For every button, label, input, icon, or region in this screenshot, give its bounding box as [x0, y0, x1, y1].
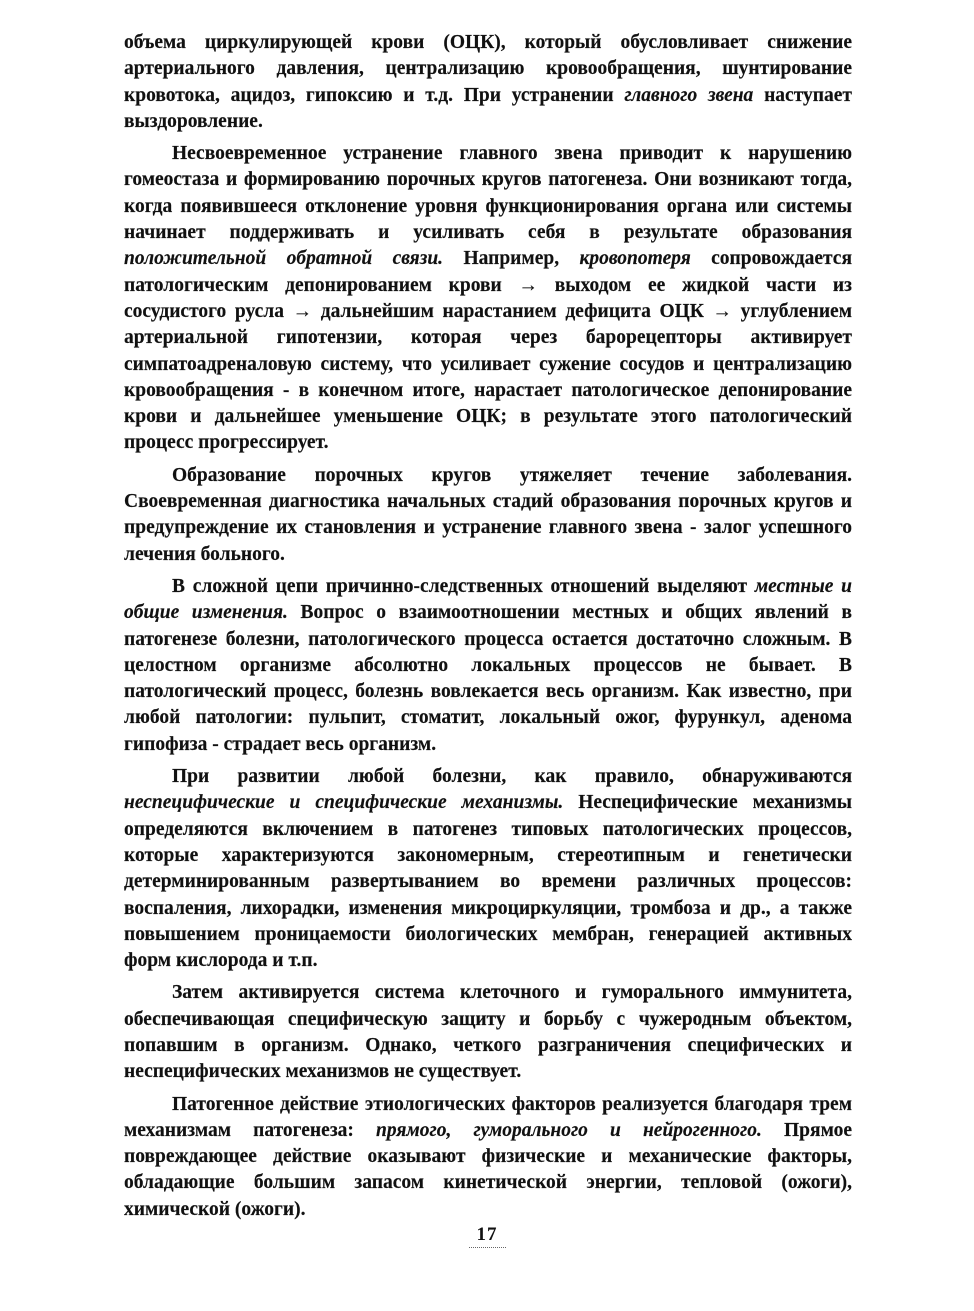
emphasis: местные и общие изменения. [124, 575, 852, 624]
paragraph: Патогенное действие этиологических факторов реализуется благодаря трем механизмам патогенеза: прямого, гуморального и нейрогенного. Прямое повреждающее действие оказывают физические и механические факторы, обладающие большим запасом кинетической энергии, тепловой (ожоги), химической (ожоги). [124, 1093, 853, 1220]
emphasis: главного звена [624, 84, 754, 106]
page-body [124, 30, 852, 1229]
paragraph: В сложной цепи причинно-следственных отношений выделяют местные и общие изменения. Вопрос о взаимоотношении местных и общих явлений в патогенезе болезни, патологического процесса остается достаточно сложным. В целостном организме абсолютно локальных процессов не бывает. В патологический процесс, болезнь вовлекается весь организм. Как известно, при любой патологии: пульпит, стоматит, локальный ожог, фурункул, аденома гипофиза - страдает весь организм. [124, 575, 852, 755]
paragraph: Затем активируется система клеточного и гуморального иммунитета, обеспечивающая специфическую защиту и борьбу с чужеродным объектом, попавшим в организм. Однако, четкого разграничения специфических и неспецифических механизмов не существует. [124, 982, 852, 1083]
emphasis: кровопотеря [579, 248, 691, 270]
emphasis: прямого, гуморального и нейрогенного. [376, 1119, 762, 1141]
emphasis: неспецифические и специфические механизмы. [124, 792, 564, 814]
page-number: 17 [0, 1224, 974, 1246]
paragraph: Несвоевременное устранение главного звена приводит к нарушению гомеостаза и формированию порочных кругов патогенеза. Они возникают тогда, когда появившееся отклонение уровня функционирования органа или системы начинает поддерживать и усиливать себя в результате образования положительной обратной связи. Например, кровопотеря сопровождается патологическим депонированием крови → выходом ее жидкой части из сосудистого русла → дальнейшим нарастанием дефицита ОЦК → углублением артериальной гипотензии, которая через барорецепторы активирует симпатоадреналовую систему, что усиливает сужение сосудов и централизацию кровообращения - в конечном итоге, нарастает патологическое депонирование крови и дальнейшее уменьшение ОЦК; в результате этого патологический процесс прогрессирует. [124, 143, 852, 454]
emphasis: положительной обратной связи. [124, 248, 444, 270]
paragraph: объема циркулирующей крови (ОЦК), который обусловливает снижение артериального давления, централизацию кровообращения, шунтирование кровотока, ацидоз, гипоксию и т.д. При устранении главного звена наступает выздоровление. [124, 32, 852, 132]
paragraph: Образование порочных кругов утяжеляет течение заболевания. Своевременная диагностика начальных стадий образования порочных кругов и предупреждение их становления и устранение главного звена - залог успешного лечения больного. [124, 464, 852, 565]
paragraph: При развитии любой болезни, как правило, обнаруживаются неспецифические и специфические механизмы. Неспецифические механизмы определяются включением в патогенез типовых патологических процессов, которые характеризуются закономерным, стереотипным и генетически детерминированным развертыванием во времени различных процессов: воспаления, лихорадки, изменения микроциркуляции, тромбоза и др., а также повышением проницаемости биологических мембран, генерацией активных форм кислорода и т.п. [124, 766, 852, 972]
